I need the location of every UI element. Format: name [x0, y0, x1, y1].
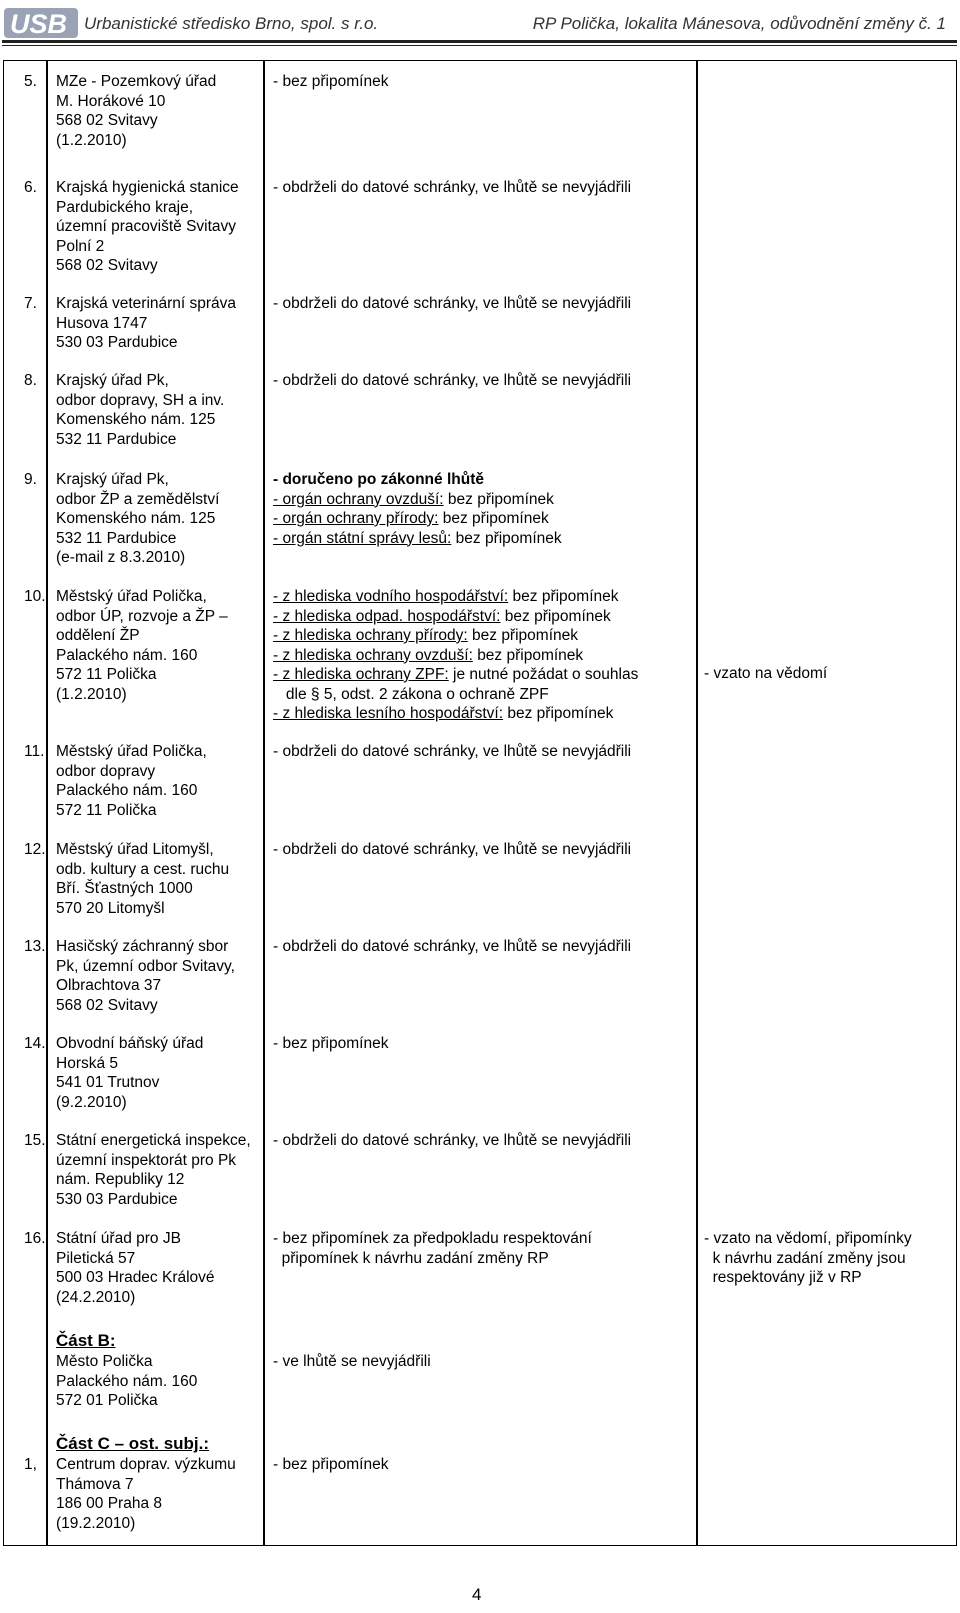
agency-address: Krajský úřad Pk, odbor dopravy, SH a inv. Komenského nám. 125 532 11 Pardubice — [56, 372, 225, 448]
logo-text: USB — [10, 9, 68, 39]
row-number: 15. — [24, 1132, 46, 1149]
response: - obdrželi do datové schránky, ve lhůtě se nevyjádřili — [273, 295, 632, 312]
agency-address: Krajský úřad Pk, odbor ŽP a zemědělství Komenského nám. 125 532 11 Pardubice (e-mail z 8.3.2010) — [56, 471, 220, 566]
row-number: 5. — [24, 73, 37, 90]
response: - bez připomínek — [273, 1035, 389, 1052]
page-number: 4 — [472, 1585, 482, 1604]
response-heading: - doručeno po zákonné lhůtě — [273, 471, 484, 488]
response: - obdrželi do datové schránky, ve lhůtě se nevyjádřili — [273, 938, 632, 955]
row-number: 7. — [24, 295, 37, 312]
header-company: Urbanistické středisko Brno, spol. s r.o. — [84, 14, 379, 33]
row-number: 16. — [24, 1230, 46, 1247]
response: - obdrželi do datové schránky, ve lhůtě se nevyjádřili — [273, 179, 632, 196]
agency-address: Státní energetická inspekce, územní inspektorát pro Pk nám. Republiky 12 530 03 Pardubice — [56, 1132, 251, 1208]
row-number: 1, — [24, 1456, 37, 1473]
response: - doručeno po zákonné lhůtě - orgán ochrany ovzduší: bez připomínek - orgán ochrany přírody: bez připomínek - orgán státní správy lesů: bez připomínek — [273, 470, 693, 548]
agency-address: Část B: Město Polička Palackého nám. 160 572 01 Polička — [56, 1330, 266, 1411]
agency-address: Krajská veterinární správa Husova 1747 530 03 Pardubice — [56, 295, 237, 351]
header-rule-thin — [2, 45, 957, 46]
agency-address: Krajská hygienická stanice Pardubického kraje, územní pracoviště Svitavy Polní 2 568 02 Svitavy — [56, 179, 239, 274]
response: - bez připomínek — [273, 1456, 389, 1473]
response: - bez připomínek za předpokladu respektování připomínek k návrhu zadání změny RP — [273, 1230, 592, 1267]
response: - obdrželi do datové schránky, ve lhůtě se nevyjádřili — [273, 372, 632, 389]
response: - z hlediska vodního hospodářství: bez připomínek - z hlediska odpad. hospodářství: bez připomínek - z hlediska ochrany přírody: bez připomínek - z hlediska ochrany ovzduší: bez připomínek - z hlediska ochrany ZPF: je nutné požádat o souhlas dle § 5, odst. 2 zákona o ochraně ZPF - z hlediska lesního hospodářství: bez připomínek — [273, 588, 639, 722]
agency-address: MZe - Pozemkový úřad M. Horákové 10 568 02 Svitavy (1.2.2010) — [56, 73, 217, 149]
agency-address: Městský úřad Polička, odbor dopravy Palackého nám. 160 572 11 Polička — [56, 743, 207, 819]
page-header — [0, 0, 960, 58]
agency-address: Obvodní báňský úřad Horská 5 541 01 Trutnov (9.2.2010) — [56, 1035, 204, 1111]
agency-address: Hasičský záchranný sbor Pk, územní odbor Svitavy, Olbrachtova 37 568 02 Svitavy — [56, 938, 235, 1014]
response: - bez připomínek — [273, 73, 389, 90]
response: - obdrželi do datové schránky, ve lhůtě se nevyjádřili — [273, 1132, 632, 1149]
agency-address: Městský úřad Polička, odbor ÚP, rozvoje a ŽP – oddělení ŽP Palackého nám. 160 572 11 Polička (1.2.2010) — [56, 588, 228, 703]
section-title: Část C – ost. subj.: — [56, 1434, 210, 1453]
response: - ve lhůtě se nevyjádřili — [273, 1353, 431, 1370]
decision-note: - vzato na vědomí, připomínky k návrhu zadání změny jsou respektovány již v RP — [704, 1230, 912, 1286]
row-number: 12. — [24, 841, 46, 858]
row-number: 8. — [24, 372, 37, 389]
header-document-title: RP Polička, lokalita Mánesova, odůvodnění změny č. 1 — [532, 14, 946, 33]
response: - obdrželi do datové schránky, ve lhůtě se nevyjádřili — [273, 841, 632, 858]
response: - obdrželi do datové schránky, ve lhůtě se nevyjádřili — [273, 743, 632, 760]
row-number: 13. — [24, 938, 46, 955]
row-number: 14. — [24, 1035, 46, 1052]
row-number: 9. — [24, 471, 37, 488]
agency-address: Část C – ost. subj.: Centrum doprav. výzkumu Thámova 7 186 00 Praha 8 (19.2.2010) — [56, 1433, 266, 1533]
usb-logo — [2, 2, 80, 42]
header-rule — [2, 40, 957, 43]
agency-address: Městský úřad Litomyšl, odb. kultury a cest. ruchu Bří. Šťastných 1000 570 20 Litomyšl — [56, 841, 230, 917]
row-number: 6. — [24, 179, 37, 196]
row-number: 10. — [24, 588, 46, 605]
agency-address: Státní úřad pro JB Piletická 57 500 03 Hradec Králové (24.2.2010) — [56, 1230, 215, 1306]
section-title: Část B: — [56, 1331, 116, 1350]
decision-note: - vzato na vědomí — [704, 665, 828, 682]
column-divider-number — [46, 60, 48, 1546]
column-divider-response — [696, 60, 698, 1546]
row-number: 11. — [24, 743, 45, 760]
